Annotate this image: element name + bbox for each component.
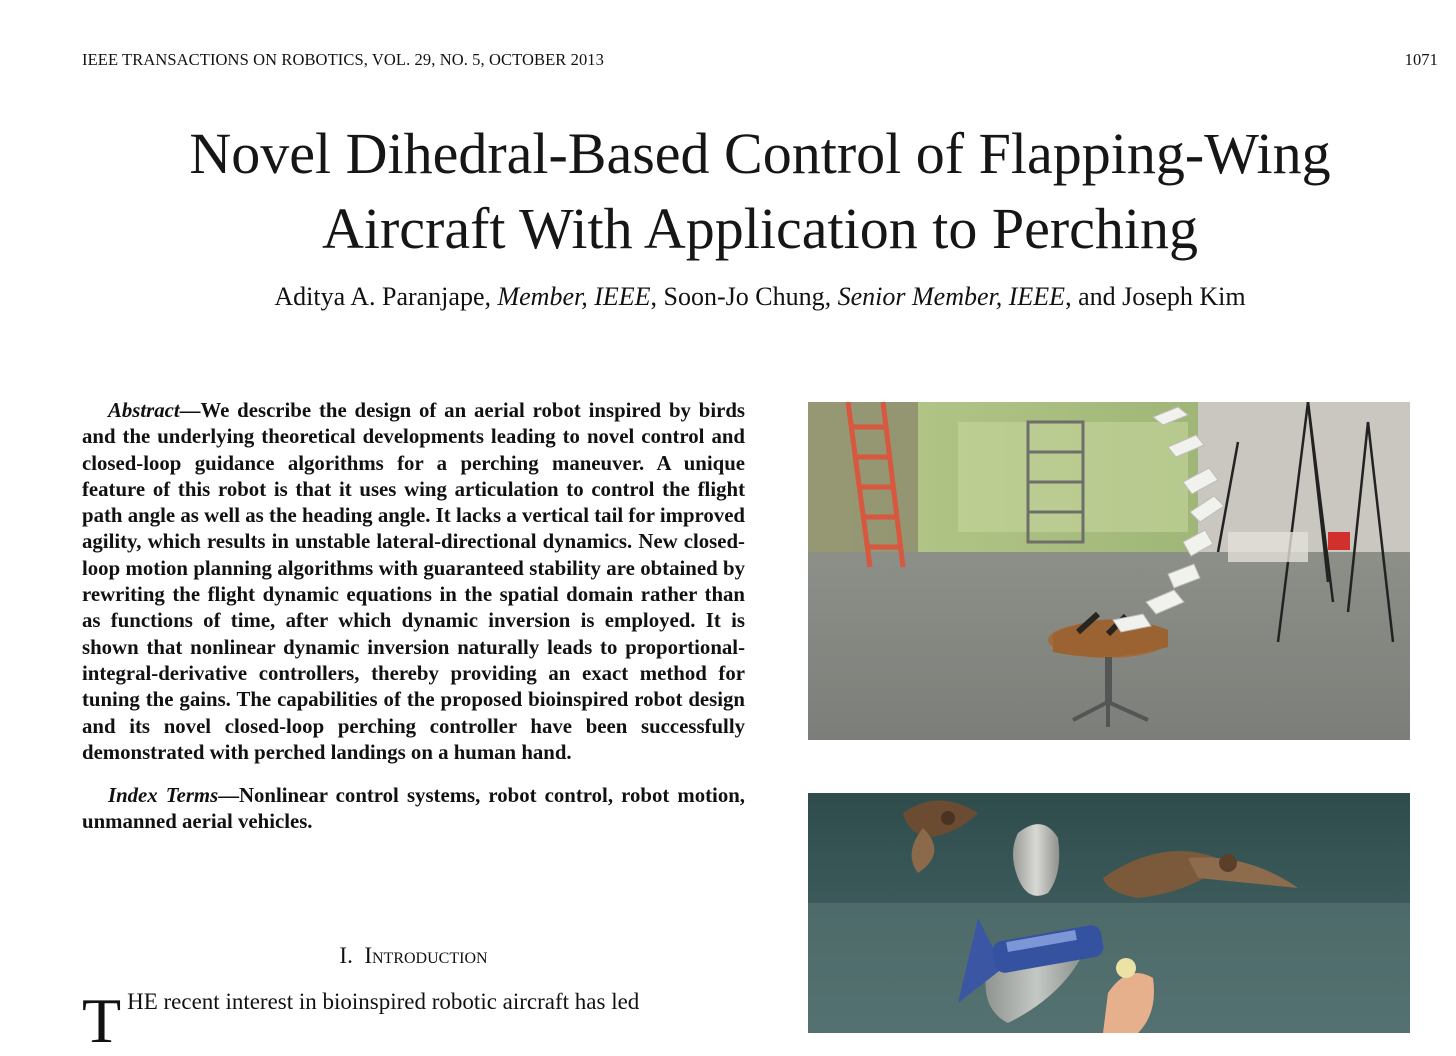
section-number: I. <box>339 943 353 968</box>
title-line-2: Aircraft With Application to Perching <box>321 196 1199 261</box>
index-terms <box>82 783 745 836</box>
author-1-role: , Member, IEEE <box>484 282 651 311</box>
intro-paragraph <box>82 985 745 1056</box>
left-column <box>82 398 745 836</box>
abstract-text: —We describe the design of an aerial robot inspired by birds and the underlying theoretical developments leading to novel control and closed-loop guidance algorithms for a perching maneuver. A unique feature of this robot is that it uses wing articulation to control the flight path angle as well as the heading angle. It lacks a vertical tail for improved agility, which results in unstable lateral-directional dynamics. New closed-loop motion planning algorithms with guaranteed stability are obtained by rewriting the flight dynamic equations in the spatial domain rather than as functions of time, after which dynamic inversion is employed. It is shown that nonlinear dynamic inversion naturally leads to proportional-integral-derivative controllers, thereby providing an exact method for tuning the gains. The capabilities of the proposed bioinspired robot design and its novel closed-loop perching controller have been successfully demonstrated with perched landings on a human hand. <box>82 399 745 764</box>
author-list <box>60 282 1456 312</box>
title-line-1: Novel Dihedral-Based Control of Flapping-Wing <box>189 121 1331 186</box>
sparrows-robot-photo <box>808 793 1410 1033</box>
abstract <box>82 398 745 766</box>
author-1: Aditya A. Paranjape <box>274 282 485 311</box>
journal-info: IEEE TRANSACTIONS ON ROBOTICS, VOL. 29, NO. 5, OCTOBER 2013 <box>82 50 605 69</box>
section-title: Introduction <box>364 943 488 968</box>
author-3: , and Joseph Kim <box>1065 282 1246 311</box>
index-terms-text: —Nonlinear control systems, robot control, robot motion, unmanned aerial vehicles. <box>82 784 745 834</box>
lab-scene-illustration <box>808 402 1410 740</box>
page-number: 1071 <box>1404 50 1438 69</box>
author-2: , Soon-Jo Chung <box>650 282 825 311</box>
paper-title <box>60 116 1456 266</box>
abstract-label: Abstract <box>108 399 180 422</box>
index-terms-label: Index Terms <box>108 784 219 808</box>
drop-cap: T <box>82 985 122 1056</box>
intro-smallcaps: HE <box>127 989 158 1014</box>
intro-text: recent interest in bioinspired robotic aircraft has led <box>157 989 640 1014</box>
birds-and-robot-illustration <box>808 793 1410 1033</box>
perching-sequence-photo <box>808 402 1410 740</box>
section-heading <box>82 943 745 969</box>
author-2-role: , Senior Member, IEEE <box>824 282 1066 311</box>
